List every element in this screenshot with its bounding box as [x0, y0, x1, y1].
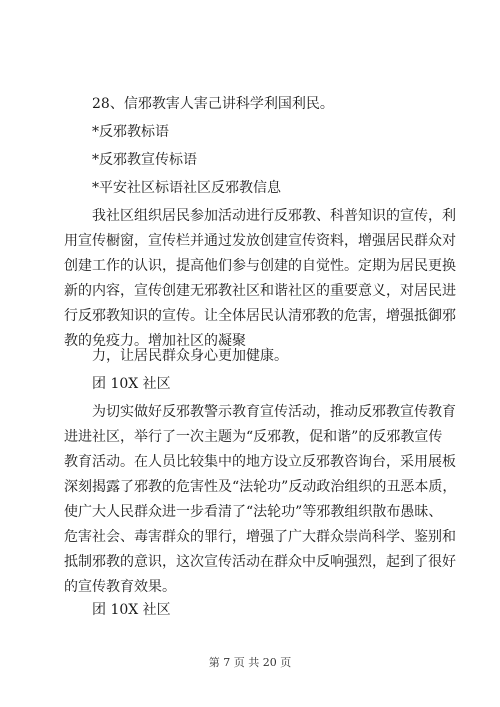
paragraph-line: 用宣传橱窗，宣传栏并通过发放创建宣传资料，增强居民群众对: [64, 233, 456, 249]
paragraph-line: 进进社区，举行了一次主题为“反邪教，促和谐”的反邪教宣传: [64, 429, 443, 445]
paragraph-line: 抵制邪教的意识，这次宣传活动在群众中反响强烈，起到了很好: [64, 554, 456, 570]
paragraph-line: 我社区组织居民参加活动进行反邪教、科普知识的宣传，利: [92, 208, 456, 224]
signature-line: 团 10X 社区: [92, 376, 171, 392]
paragraph-line: 深刻揭露了邪教的危害性及“法轮功”反动政治组织的丑恶本质，: [64, 479, 457, 495]
bullet-item: *平安社区标语社区反邪教信息: [92, 180, 281, 196]
paragraph-line: 危害社会、毒害群众的罪行，增强了广大群众崇尚科学、鉴别和: [64, 529, 456, 545]
paragraph-continuation: 力，让居民群众身心更加健康。: [92, 348, 288, 364]
page-footer: 第 7 页 共 20 页: [208, 656, 292, 669]
paragraph-line: 使广大人民群众进一步看清了“法轮功”等邪教组织散布愚昧、: [64, 504, 443, 520]
paragraph-line: 的宣传教育效果。: [64, 579, 176, 595]
paragraph-line: 为切实做好反邪教警示教育宣传活动，推动反邪教宣传教育: [92, 404, 456, 420]
signature-line: 团 10X 社区: [92, 602, 171, 618]
bullet-item: *反邪教标语: [92, 124, 169, 140]
paragraph-line: 新的内容，宣传创建无邪教社区和谐社区的重要意义，对居民进: [64, 283, 456, 299]
numbered-item: 28、信邪教害人害己讲科学利国利民。: [92, 96, 334, 112]
bullet-item: *反邪教宣传标语: [92, 152, 197, 168]
paragraph-line: 创建工作的认识，提高他们参与创建的自觉性。定期为居民更换: [64, 258, 456, 274]
paragraph-line: 教育活动。在人员比较集中的地方设立反邪教咨询台，采用展板: [64, 454, 456, 470]
paragraph-line: 教的免疫力。增加社区的凝聚: [64, 333, 246, 349]
paragraph-line: 行反邪教知识的宣传。让全体居民认清邪教的危害，增强抵御邪: [64, 308, 456, 324]
